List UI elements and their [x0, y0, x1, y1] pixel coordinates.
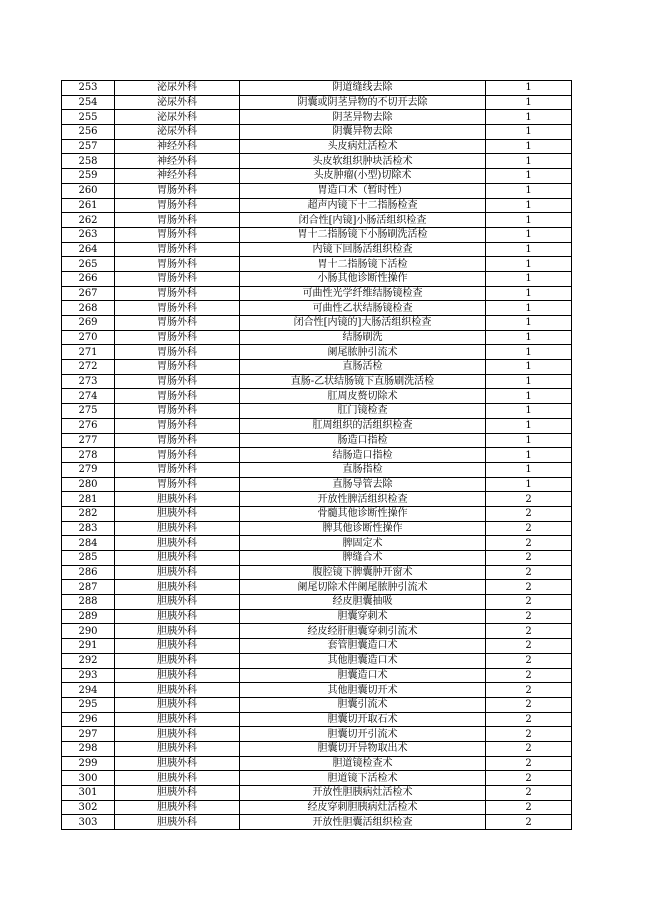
row-number-cell: 284: [62, 536, 115, 551]
table-row: [62, 521, 572, 536]
level-cell: 2: [486, 580, 572, 595]
table-row: [62, 418, 572, 433]
level-cell: 2: [486, 492, 572, 507]
procedure-name-cell: 胆道镜下活检术: [240, 771, 486, 786]
procedure-name-cell: 胆囊切开异物取出术: [240, 741, 486, 756]
table-row: [62, 786, 572, 801]
department-cell: 胃肠外科: [115, 330, 240, 345]
department-cell: 胆胰外科: [115, 536, 240, 551]
procedure-name-cell: 经皮穿刺胆胰病灶活检术: [240, 800, 486, 815]
table-row: [62, 448, 572, 463]
department-cell: 胆胰外科: [115, 580, 240, 595]
department-cell: 胃肠外科: [115, 316, 240, 331]
row-number-cell: 261: [62, 198, 115, 213]
department-cell: 胃肠外科: [115, 389, 240, 404]
procedure-name-cell: 胆囊切开取石术: [240, 712, 486, 727]
row-number-cell: 275: [62, 404, 115, 419]
level-cell: 1: [486, 95, 572, 110]
row-number-cell: 282: [62, 506, 115, 521]
procedure-name-cell: 头皮病灶活检术: [240, 139, 486, 154]
level-cell: 1: [486, 477, 572, 492]
procedure-name-cell: 闭合性[内镜]小肠活组织检查: [240, 213, 486, 228]
procedure-name-cell: 脾固定术: [240, 536, 486, 551]
table-row: [62, 712, 572, 727]
row-number-cell: 301: [62, 786, 115, 801]
procedure-name-cell: 胆囊引流术: [240, 697, 486, 712]
procedure-name-cell: 胆道镜检查术: [240, 756, 486, 771]
table-row: [62, 624, 572, 639]
procedure-name-cell: 脾其他诊断性操作: [240, 521, 486, 536]
row-number-cell: 288: [62, 595, 115, 610]
row-number-cell: 281: [62, 492, 115, 507]
table-row: [62, 213, 572, 228]
level-cell: 2: [486, 683, 572, 698]
table-row: [62, 389, 572, 404]
procedure-name-cell: 直肠指检: [240, 462, 486, 477]
level-cell: 2: [486, 697, 572, 712]
row-number-cell: 256: [62, 125, 115, 140]
level-cell: 2: [486, 624, 572, 639]
level-cell: 2: [486, 639, 572, 654]
level-cell: 1: [486, 462, 572, 477]
row-number-cell: 257: [62, 139, 115, 154]
department-cell: 胃肠外科: [115, 198, 240, 213]
level-cell: 2: [486, 786, 572, 801]
procedure-name-cell: 可曲性乙状结肠镜检查: [240, 301, 486, 316]
table-row: [62, 345, 572, 360]
row-number-cell: 302: [62, 800, 115, 815]
row-number-cell: 273: [62, 374, 115, 389]
level-cell: 1: [486, 271, 572, 286]
department-cell: 胆胰外科: [115, 609, 240, 624]
table-row: [62, 433, 572, 448]
procedure-name-cell: 阑尾切除术伴阑尾脓肿引流术: [240, 580, 486, 595]
level-cell: 1: [486, 227, 572, 242]
department-cell: 胆胰外科: [115, 727, 240, 742]
procedure-name-cell: 内镜下回肠活组织检查: [240, 242, 486, 257]
table-row: [62, 756, 572, 771]
row-number-cell: 270: [62, 330, 115, 345]
procedure-name-cell: 直肠活检: [240, 360, 486, 375]
row-number-cell: 285: [62, 551, 115, 566]
table-row: [62, 95, 572, 110]
department-cell: 胆胰外科: [115, 756, 240, 771]
row-number-cell: 287: [62, 580, 115, 595]
procedure-table-body: [62, 81, 572, 830]
department-cell: 胆胰外科: [115, 741, 240, 756]
department-cell: 胃肠外科: [115, 477, 240, 492]
level-cell: 2: [486, 815, 572, 830]
table-row: [62, 668, 572, 683]
table-row: [62, 198, 572, 213]
table-row: [62, 81, 572, 96]
table-row: [62, 125, 572, 140]
department-cell: 胃肠外科: [115, 301, 240, 316]
level-cell: 1: [486, 316, 572, 331]
table-row: [62, 139, 572, 154]
procedure-name-cell: 腹腔镜下脾囊肿开窗术: [240, 565, 486, 580]
department-cell: 胆胰外科: [115, 506, 240, 521]
table-row: [62, 301, 572, 316]
department-cell: 胃肠外科: [115, 271, 240, 286]
level-cell: 1: [486, 183, 572, 198]
table-row: [62, 683, 572, 698]
table-row: [62, 227, 572, 242]
table-row: [62, 360, 572, 375]
table-row: [62, 551, 572, 566]
procedure-name-cell: 骨髓其他诊断性操作: [240, 506, 486, 521]
row-number-cell: 295: [62, 697, 115, 712]
department-cell: 胃肠外科: [115, 462, 240, 477]
table-row: [62, 741, 572, 756]
level-cell: 1: [486, 345, 572, 360]
table-row: [62, 257, 572, 272]
table-row: [62, 183, 572, 198]
procedure-name-cell: 经皮胆囊抽吸: [240, 595, 486, 610]
department-cell: 胃肠外科: [115, 213, 240, 228]
department-cell: 胃肠外科: [115, 242, 240, 257]
department-cell: 泌尿外科: [115, 125, 240, 140]
row-number-cell: 258: [62, 154, 115, 169]
department-cell: 胃肠外科: [115, 374, 240, 389]
row-number-cell: 279: [62, 462, 115, 477]
row-number-cell: 254: [62, 95, 115, 110]
table-row: [62, 771, 572, 786]
row-number-cell: 267: [62, 286, 115, 301]
procedure-name-cell: 头皮肿瘤(小型)切除术: [240, 169, 486, 184]
procedure-name-cell: 肛周组织的活组织检查: [240, 418, 486, 433]
row-number-cell: 297: [62, 727, 115, 742]
procedure-name-cell: 经皮经肝胆囊穿刺引流术: [240, 624, 486, 639]
row-number-cell: 274: [62, 389, 115, 404]
procedure-name-cell: 肠造口指检: [240, 433, 486, 448]
table-row: [62, 404, 572, 419]
row-number-cell: 264: [62, 242, 115, 257]
procedure-name-cell: 小肠其他诊断性操作: [240, 271, 486, 286]
row-number-cell: 263: [62, 227, 115, 242]
department-cell: 胃肠外科: [115, 345, 240, 360]
level-cell: 1: [486, 330, 572, 345]
level-cell: 2: [486, 609, 572, 624]
row-number-cell: 255: [62, 110, 115, 125]
department-cell: 胃肠外科: [115, 360, 240, 375]
level-cell: 1: [486, 433, 572, 448]
procedure-name-cell: 套管胆囊造口术: [240, 639, 486, 654]
department-cell: 神经外科: [115, 139, 240, 154]
row-number-cell: 253: [62, 81, 115, 96]
procedure-name-cell: 肛门镜检查: [240, 404, 486, 419]
level-cell: 2: [486, 771, 572, 786]
table-row: [62, 462, 572, 477]
level-cell: 1: [486, 125, 572, 140]
row-number-cell: 276: [62, 418, 115, 433]
level-cell: 1: [486, 374, 572, 389]
row-number-cell: 280: [62, 477, 115, 492]
table-row: [62, 492, 572, 507]
level-cell: 2: [486, 565, 572, 580]
department-cell: 胃肠外科: [115, 448, 240, 463]
procedure-name-cell: 胆囊穿刺术: [240, 609, 486, 624]
level-cell: 2: [486, 595, 572, 610]
table-row: [62, 242, 572, 257]
row-number-cell: 283: [62, 521, 115, 536]
table-row: [62, 727, 572, 742]
department-cell: 胃肠外科: [115, 286, 240, 301]
table-row: [62, 374, 572, 389]
table-row: [62, 477, 572, 492]
level-cell: 1: [486, 81, 572, 96]
department-cell: 胆胰外科: [115, 771, 240, 786]
table-row: [62, 565, 572, 580]
table-row: [62, 580, 572, 595]
level-cell: 2: [486, 551, 572, 566]
level-cell: 1: [486, 213, 572, 228]
procedure-name-cell: 结肠刷洗: [240, 330, 486, 345]
level-cell: 1: [486, 110, 572, 125]
level-cell: 1: [486, 169, 572, 184]
table-row: [62, 697, 572, 712]
table-row: [62, 316, 572, 331]
level-cell: 2: [486, 506, 572, 521]
row-number-cell: 259: [62, 169, 115, 184]
procedure-name-cell: 直肠-乙状结肠镜下直肠刷洗活检: [240, 374, 486, 389]
table-row: [62, 800, 572, 815]
department-cell: 胆胰外科: [115, 492, 240, 507]
row-number-cell: 272: [62, 360, 115, 375]
row-number-cell: 286: [62, 565, 115, 580]
department-cell: 胆胰外科: [115, 815, 240, 830]
department-cell: 胆胰外科: [115, 624, 240, 639]
row-number-cell: 265: [62, 257, 115, 272]
procedure-name-cell: 开放性胆囊活组织检查: [240, 815, 486, 830]
department-cell: 胃肠外科: [115, 183, 240, 198]
department-cell: 神经外科: [115, 169, 240, 184]
department-cell: 胆胰外科: [115, 668, 240, 683]
level-cell: 2: [486, 727, 572, 742]
level-cell: 1: [486, 242, 572, 257]
procedure-name-cell: 可曲性光学纤维结肠镜检查: [240, 286, 486, 301]
department-cell: 胃肠外科: [115, 257, 240, 272]
table-row: [62, 330, 572, 345]
level-cell: 2: [486, 668, 572, 683]
department-cell: 胃肠外科: [115, 433, 240, 448]
level-cell: 1: [486, 418, 572, 433]
procedure-name-cell: 其他胆囊造口术: [240, 653, 486, 668]
table-row: [62, 639, 572, 654]
procedure-name-cell: 阑尾脓肿引流术: [240, 345, 486, 360]
department-cell: 胆胰外科: [115, 595, 240, 610]
level-cell: 1: [486, 448, 572, 463]
department-cell: 胆胰外科: [115, 712, 240, 727]
level-cell: 1: [486, 360, 572, 375]
procedure-name-cell: 直肠导管去除: [240, 477, 486, 492]
table-row: [62, 595, 572, 610]
row-number-cell: 296: [62, 712, 115, 727]
level-cell: 2: [486, 653, 572, 668]
table-row: [62, 154, 572, 169]
procedure-name-cell: 肛周皮赘切除术: [240, 389, 486, 404]
procedure-name-cell: 阴囊异物去除: [240, 125, 486, 140]
table-row: [62, 271, 572, 286]
row-number-cell: 294: [62, 683, 115, 698]
level-cell: 2: [486, 800, 572, 815]
procedure-name-cell: 胃十二指肠镜下活检: [240, 257, 486, 272]
table-row: [62, 286, 572, 301]
procedure-name-cell: 其他胆囊切开术: [240, 683, 486, 698]
department-cell: 胆胰外科: [115, 697, 240, 712]
department-cell: 胃肠外科: [115, 418, 240, 433]
procedure-table: [61, 80, 572, 830]
level-cell: 2: [486, 756, 572, 771]
procedure-name-cell: 胆囊造口术: [240, 668, 486, 683]
level-cell: 2: [486, 521, 572, 536]
department-cell: 胆胰外科: [115, 786, 240, 801]
level-cell: 1: [486, 198, 572, 213]
department-cell: 胆胰外科: [115, 521, 240, 536]
level-cell: 1: [486, 404, 572, 419]
department-cell: 胃肠外科: [115, 227, 240, 242]
row-number-cell: 290: [62, 624, 115, 639]
row-number-cell: 303: [62, 815, 115, 830]
procedure-name-cell: 阴茎异物去除: [240, 110, 486, 125]
procedure-name-cell: 阴道缝线去除: [240, 81, 486, 96]
procedure-name-cell: 结肠造口指检: [240, 448, 486, 463]
department-cell: 泌尿外科: [115, 110, 240, 125]
department-cell: 泌尿外科: [115, 95, 240, 110]
level-cell: 2: [486, 712, 572, 727]
procedure-name-cell: 胃造口术（暂时性）: [240, 183, 486, 198]
row-number-cell: 271: [62, 345, 115, 360]
procedure-name-cell: 超声内镜下十二指肠检查: [240, 198, 486, 213]
procedure-name-cell: 开放性脾活组织检查: [240, 492, 486, 507]
procedure-name-cell: 阴囊或阴茎异物的不切开去除: [240, 95, 486, 110]
table-row: [62, 609, 572, 624]
department-cell: 胆胰外科: [115, 551, 240, 566]
table-row: [62, 536, 572, 551]
level-cell: 1: [486, 301, 572, 316]
table-row: [62, 815, 572, 830]
row-number-cell: 278: [62, 448, 115, 463]
procedure-name-cell: 头皮软组织肿块活检术: [240, 154, 486, 169]
level-cell: 1: [486, 389, 572, 404]
department-cell: 泌尿外科: [115, 81, 240, 96]
row-number-cell: 298: [62, 741, 115, 756]
department-cell: 胆胰外科: [115, 565, 240, 580]
level-cell: 1: [486, 257, 572, 272]
procedure-name-cell: 脾缝合术: [240, 551, 486, 566]
procedure-name-cell: 开放性胆胰病灶活检术: [240, 786, 486, 801]
row-number-cell: 293: [62, 668, 115, 683]
department-cell: 胆胰外科: [115, 639, 240, 654]
procedure-name-cell: 胃十二指肠镜下小肠刷洗活检: [240, 227, 486, 242]
department-cell: 胆胰外科: [115, 653, 240, 668]
level-cell: 1: [486, 154, 572, 169]
department-cell: 胃肠外科: [115, 404, 240, 419]
row-number-cell: 300: [62, 771, 115, 786]
table-row: [62, 506, 572, 521]
row-number-cell: 266: [62, 271, 115, 286]
procedure-name-cell: 闭合性[内镜的]大肠活组织检查: [240, 316, 486, 331]
row-number-cell: 268: [62, 301, 115, 316]
row-number-cell: 260: [62, 183, 115, 198]
table-row: [62, 653, 572, 668]
row-number-cell: 289: [62, 609, 115, 624]
row-number-cell: 292: [62, 653, 115, 668]
row-number-cell: 291: [62, 639, 115, 654]
level-cell: 2: [486, 536, 572, 551]
row-number-cell: 277: [62, 433, 115, 448]
row-number-cell: 262: [62, 213, 115, 228]
row-number-cell: 299: [62, 756, 115, 771]
row-number-cell: 269: [62, 316, 115, 331]
table-row: [62, 110, 572, 125]
procedure-name-cell: 胆囊切开引流术: [240, 727, 486, 742]
department-cell: 胆胰外科: [115, 683, 240, 698]
level-cell: 1: [486, 286, 572, 301]
department-cell: 神经外科: [115, 154, 240, 169]
level-cell: 2: [486, 741, 572, 756]
level-cell: 1: [486, 139, 572, 154]
table-row: [62, 169, 572, 184]
department-cell: 胆胰外科: [115, 800, 240, 815]
